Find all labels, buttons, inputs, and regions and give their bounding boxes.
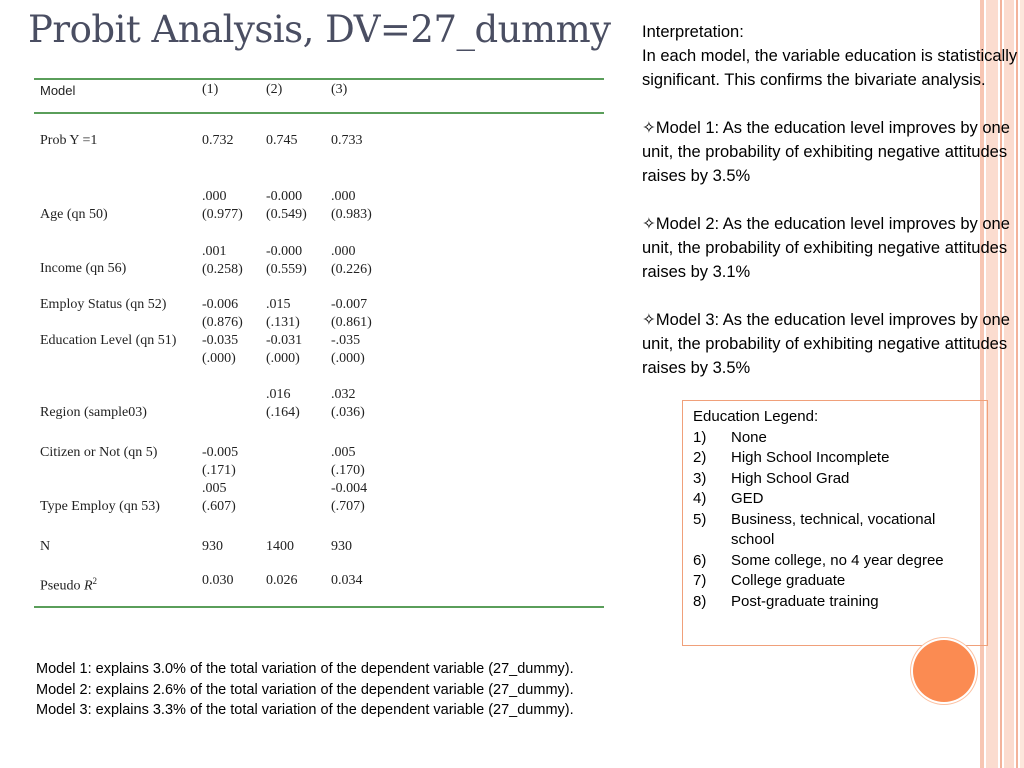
table-cell: (.707): [331, 499, 365, 514]
table-cell: (0.549): [266, 207, 307, 222]
model-notes: [36, 659, 574, 721]
legend-title: Education Legend:: [693, 408, 819, 425]
table-row-label: Type Employ (qn 53): [40, 499, 160, 514]
table-row-label: Income (qn 56): [40, 261, 127, 276]
table-cell: -0.004: [331, 481, 368, 496]
table-header-rule: [34, 112, 604, 114]
table-cell: (0.876): [202, 315, 243, 330]
table-cell: (0.226): [331, 262, 372, 277]
table-cell: (.170): [331, 463, 365, 478]
table-cell: 1400: [266, 539, 294, 554]
legend-item: 4) GED: [693, 490, 764, 507]
model-note: Model 1: explains 3.0% of the total variation of the dependent variable (27_dummy).: [36, 661, 574, 677]
table-cell: .032: [331, 387, 356, 402]
legend-item: 7) College graduate: [693, 572, 846, 589]
model-note: Model 2: explains 2.6% of the total variation of the dependent variable (27_dummy).: [36, 681, 574, 698]
legend-item: 6) Some college, no 4 year degree: [693, 551, 944, 569]
legend-list: [693, 428, 977, 613]
legend-item: 5) Business, technical, vocational school: [693, 510, 936, 548]
table-row-label: Prob Y =1: [40, 133, 98, 148]
table-cell: -0.007: [331, 297, 368, 312]
table-row-label: N: [40, 539, 51, 554]
table-row-label: Region (sample03): [40, 405, 147, 420]
table-cell: 0.733: [331, 133, 363, 148]
table-cell: (.000): [331, 351, 365, 366]
legend-item: 8) Post-graduate training: [693, 592, 879, 610]
table-cell: -.035: [331, 333, 361, 348]
table-cell: -0.000: [266, 189, 303, 204]
interpretation-point: ✧Model 2: As the education level improves by one unit, the probability of exhibiting negative attitudes raises by 3.1%: [642, 215, 1010, 281]
table-cell: (0.861): [331, 315, 372, 330]
table-cell: 0.034: [331, 573, 363, 588]
legend-item: 3) High School Grad: [693, 469, 850, 487]
slide-title: Probit Analysis, DV=27_dummy: [28, 8, 611, 51]
model-note: Model 3: explains 3.3% of the total variation of the dependent variable (27_dummy).: [36, 702, 574, 718]
interpretation-intro: In each model, the variable education is statistically significant. This confirms the bivariate analysis.: [642, 47, 1018, 89]
table-cell: (.171): [202, 463, 236, 478]
table-cell: (0.983): [331, 207, 372, 222]
interpretation-point: ✧Model 3: As the education level improves by one unit, the probability of exhibiting negative attitudes raises by 3.5%: [642, 311, 1010, 377]
table-cell: 930: [331, 539, 352, 554]
table-cell: (0.559): [266, 262, 307, 277]
table-cell: .005: [331, 445, 356, 460]
table-cell: -0.005: [202, 445, 239, 460]
table-cell: -0.006: [202, 297, 239, 312]
table-row-label: Employ Status (qn 52): [40, 297, 167, 312]
table-row-label: Age (qn 50): [40, 207, 108, 222]
table-header-model: Model: [40, 83, 76, 98]
table-header-col3: (3): [331, 82, 348, 97]
table-cell: (.164): [266, 405, 300, 420]
table-cell: 0.745: [266, 133, 298, 148]
table-cell: (.000): [266, 351, 300, 366]
table-cell: 0.026: [266, 573, 298, 588]
table-cell: .016: [266, 387, 291, 402]
table-cell: (.131): [266, 315, 300, 330]
table-cell: -0.031: [266, 333, 303, 348]
table-cell: .015: [266, 297, 291, 312]
table-cell: (.036): [331, 405, 365, 420]
table-bottom-rule: [34, 606, 604, 608]
table-cell: 0.030: [202, 573, 234, 588]
table-cell: .000: [202, 189, 227, 204]
legend-item: 2) High School Incomplete: [693, 449, 890, 466]
table-row-label: Pseudo $R^2$: [40, 576, 98, 594]
decorative-circle: [913, 640, 975, 702]
table-cell: -0.000: [266, 244, 303, 259]
legend-item: 1) None: [693, 428, 767, 446]
interpretation-point: ✧Model 1: As the education level improves by one unit, the probability of exhibiting negative attitudes raises by 3.5%: [642, 119, 1010, 185]
table-cell: 930: [202, 539, 223, 554]
interpretation-text: [642, 20, 1024, 380]
table-cell: .000: [331, 189, 356, 204]
interpretation-heading: Interpretation:: [642, 23, 744, 41]
table-cell: (0.258): [202, 262, 243, 277]
table-cell: -0.035: [202, 333, 239, 348]
table-header-col1: (1): [202, 82, 219, 97]
bullet-icon: ✧: [642, 119, 656, 137]
regression-table: [34, 78, 604, 608]
bullet-icon: ✧: [642, 311, 656, 329]
table-cell: (.000): [202, 351, 236, 366]
table-header-col2: (2): [266, 82, 283, 97]
bullet-icon: ✧: [642, 215, 656, 233]
table-cell: (.607): [202, 499, 236, 514]
table-cell: .001: [202, 244, 227, 259]
table-cell: .005: [202, 481, 227, 496]
table-cell: (0.977): [202, 207, 243, 222]
table-cell: 0.732: [202, 133, 234, 148]
table-row-label: Education Level (qn 51): [40, 333, 177, 348]
table-top-rule: [34, 78, 604, 80]
table-cell: .000: [331, 244, 356, 259]
table-row-label: Citizen or Not (qn 5): [40, 445, 158, 460]
education-legend: [682, 400, 988, 646]
